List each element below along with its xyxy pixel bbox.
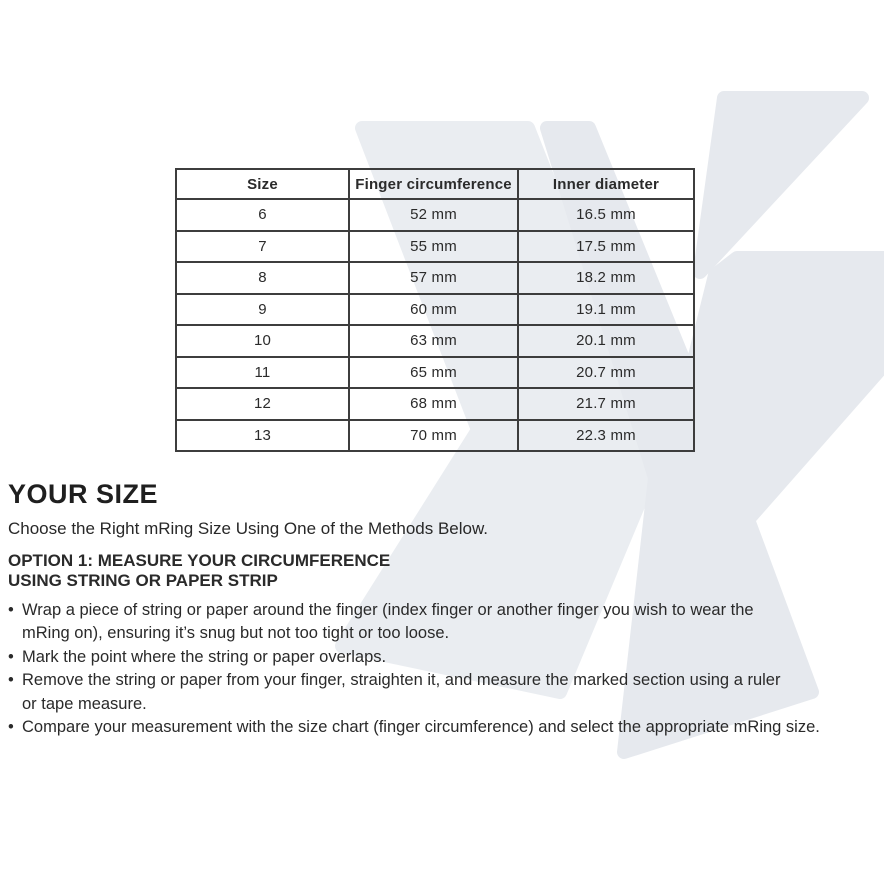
table-cell: 57 mm <box>349 262 518 294</box>
option1-heading-line1: OPTION 1: MEASURE YOUR CIRCUMFERENCE <box>8 551 391 570</box>
bullet-marker: • <box>8 671 14 690</box>
page-title: YOUR SIZE <box>8 479 159 509</box>
table-row <box>176 262 694 294</box>
table-cell: 7 <box>176 231 349 263</box>
table-row <box>176 420 694 452</box>
table-cell: 52 mm <box>349 199 518 231</box>
column-header: Finger circumference <box>349 169 518 199</box>
table-row <box>176 388 694 420</box>
option1-heading-line2: USING STRING OR PAPER STRIP <box>8 571 278 590</box>
bullet-item-line <box>8 646 820 669</box>
table-cell: 22.3 mm <box>518 420 694 452</box>
table-cell: 21.7 mm <box>518 388 694 420</box>
watermark-top-right-corner-piece <box>700 98 862 272</box>
table-row <box>176 357 694 389</box>
column-header: Inner diameter <box>518 169 694 199</box>
table-row <box>176 294 694 326</box>
table-row <box>176 231 694 263</box>
table-cell: 12 <box>176 388 349 420</box>
bullet-text: Compare your measurement with the size chart (finger circumference) and select the appropriate mRing size. <box>22 718 820 737</box>
bullet-text: Remove the string or paper from your finger, straighten it, and measure the marked section using a ruler <box>22 671 781 690</box>
bullet-item-line <box>8 716 820 739</box>
table-cell: 20.7 mm <box>518 357 694 389</box>
table-cell: 16.5 mm <box>518 199 694 231</box>
bullet-text: or tape measure. <box>22 694 147 713</box>
table-cell: 60 mm <box>349 294 518 326</box>
table-cell: 65 mm <box>349 357 518 389</box>
table-cell: 18.2 mm <box>518 262 694 294</box>
size-chart-header <box>176 169 694 199</box>
table-cell: 13 <box>176 420 349 452</box>
table-cell: 17.5 mm <box>518 231 694 263</box>
bullet-text: Wrap a piece of string or paper around the finger (index finger or another finger you wish to wear the <box>22 601 754 619</box>
watermark-upper-right-arm <box>668 258 884 523</box>
column-header: Size <box>176 169 349 199</box>
subtitle: Choose the Right mRing Size Using One of the Methods Below. <box>8 519 489 538</box>
table-row <box>176 199 694 231</box>
bullet-item-continuation <box>8 693 820 716</box>
size-chart-table <box>175 168 695 452</box>
table-cell: 19.1 mm <box>518 294 694 326</box>
table-cell: 6 <box>176 199 349 231</box>
size-chart <box>175 168 695 452</box>
table-cell: 8 <box>176 262 349 294</box>
size-chart-body <box>176 199 694 451</box>
header-row <box>176 169 694 199</box>
table-cell: 63 mm <box>349 325 518 357</box>
bullet-marker: • <box>8 718 14 737</box>
table-cell: 68 mm <box>349 388 518 420</box>
bullet-item-line <box>8 599 820 622</box>
bullet-text: mRing on), ensuring it’s snug but not too tight or too loose. <box>22 624 450 643</box>
table-cell: 20.1 mm <box>518 325 694 357</box>
table-row <box>176 325 694 357</box>
bullet-marker: • <box>8 647 14 666</box>
table-cell: 11 <box>176 357 349 389</box>
table-cell: 9 <box>176 294 349 326</box>
bullet-item-continuation <box>8 622 820 645</box>
option1-heading <box>8 551 390 591</box>
table-cell: 10 <box>176 325 349 357</box>
bullet-item-line <box>8 669 820 692</box>
bullet-text: Mark the point where the string or paper overlaps. <box>22 647 387 666</box>
bullet-marker: • <box>8 601 14 619</box>
table-cell: 70 mm <box>349 420 518 452</box>
bullet-list <box>8 599 820 739</box>
table-cell: 55 mm <box>349 231 518 263</box>
